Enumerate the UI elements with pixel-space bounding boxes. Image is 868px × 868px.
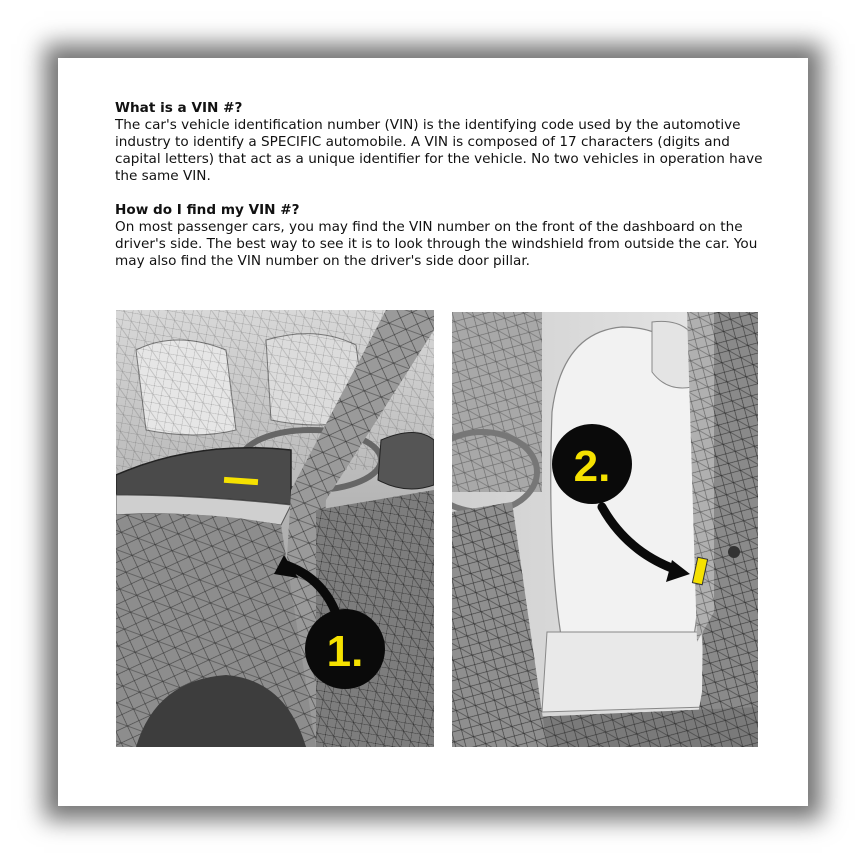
- heading-how-find-vin: How do I find my VIN #?: [115, 202, 300, 218]
- paragraph-what-is-vin: The car's vehicle identification number (VIN) is the identifying code used by the automotive industry to identify a SPECIFIC automobile. A VIN is composed of 17 characters (digits and capital letters) that act as a unique identifier for the vehicle. No two vehicles in operation have the same VIN.: [115, 117, 763, 184]
- paragraph-how-find-vin: On most passenger cars, you may find the VIN number on the front of the dashboard on the driver's side. The best way to see it is to look through the windshield from outside the car. You may also find the VIN number on the driver's side door pillar.: [115, 219, 758, 269]
- badge-number-2: 2.: [573, 442, 611, 491]
- heading-what-is-vin: What is a VIN #?: [115, 100, 243, 116]
- door-pillar-illustration: [452, 312, 758, 747]
- dashboard-vin-image: [116, 310, 434, 747]
- door-pillar-vin-image: [452, 312, 758, 747]
- text-block: [115, 100, 775, 270]
- document-card: [58, 58, 808, 806]
- dashboard-illustration: [116, 310, 434, 747]
- badge-number-1: 1.: [326, 627, 364, 676]
